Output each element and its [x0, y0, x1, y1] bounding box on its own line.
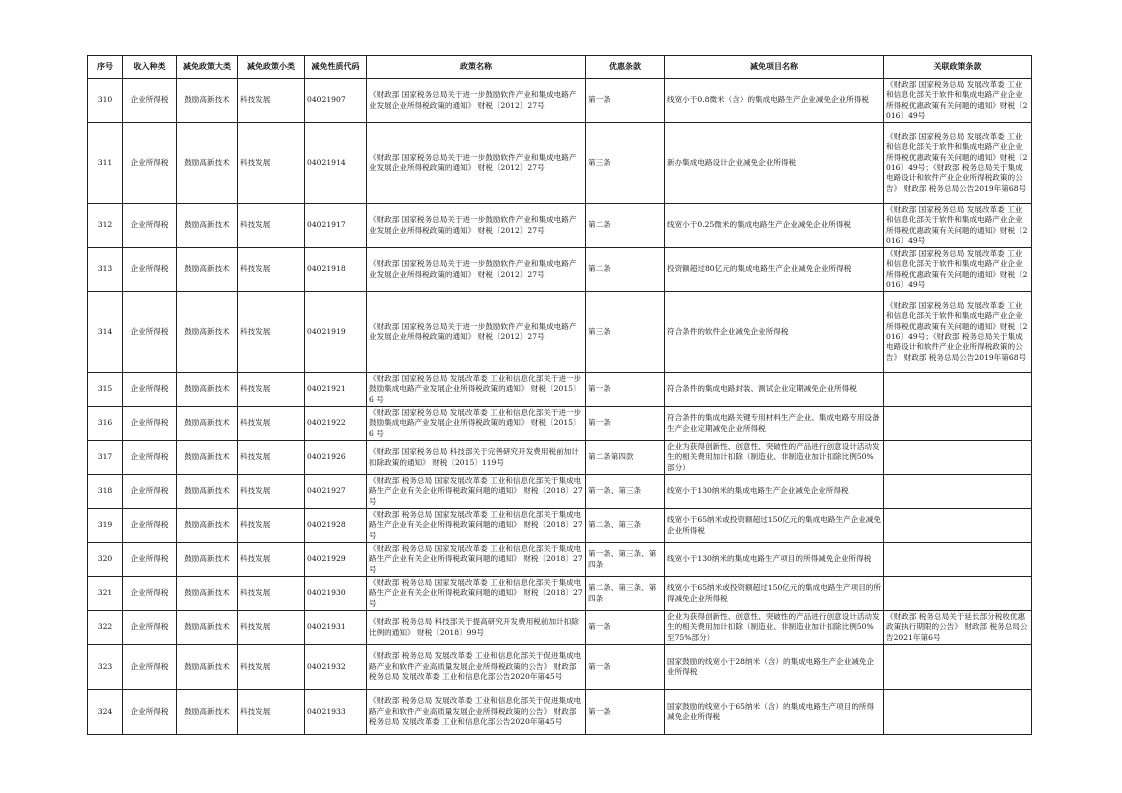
item-name-cell: 符合条件的集成电路封装、测试企业定期减免企业所得税 [665, 373, 884, 407]
header-related-policy: 关联政策条款 [884, 56, 1032, 79]
subcategory-cell: 科技发展 [238, 373, 305, 407]
category-cell: 鼓励高新技术 [177, 248, 238, 292]
row-index: 310 [88, 79, 123, 123]
clause-cell: 第二条、第三条 [586, 509, 665, 543]
row-index: 319 [88, 509, 123, 543]
row-index: 312 [88, 204, 123, 248]
item-name-cell: 线宽小于65纳米或投资额超过150亿元的集成电路生产项目的所得减免企业所得税 [665, 577, 884, 611]
row-index: 320 [88, 543, 123, 577]
code-cell: 04021930 [305, 577, 367, 611]
item-name-cell: 线宽小于0.8微米（含）的集成电路生产企业减免企业所得税 [665, 79, 884, 123]
related-policy-cell [884, 645, 1032, 690]
clause-cell: 第一条 [586, 373, 665, 407]
row-index: 314 [88, 292, 123, 373]
item-name-cell: 投资额超过80亿元的集成电路生产企业减免企业所得税 [665, 248, 884, 292]
income-type-cell: 企业所得税 [123, 123, 177, 204]
policy-name-cell: 《财政部 税务总局 发展改革委 工业和信息化部关于促进集成电路产业和软件产业高质量发展企业所得税政策的公告》 财政部 税务总局 发展改革委 工业和信息化部公告2020年第45号 [367, 690, 586, 735]
code-cell: 04021919 [305, 292, 367, 373]
income-type-cell: 企业所得税 [123, 407, 177, 441]
related-policy-cell [884, 407, 1032, 441]
item-name-cell: 线宽小于130纳米的集成电路生产项目的所得减免企业所得税 [665, 543, 884, 577]
policy-name-cell: 《财政部 税务总局 国家发展改革委 工业和信息化部关于集成电路生产企业有关企业所得税政策问题的通知》 财税〔2018〕27号 [367, 543, 586, 577]
row-index: 322 [88, 611, 123, 645]
subcategory-cell: 科技发展 [238, 123, 305, 204]
header-category: 减免政策大类 [177, 56, 238, 79]
code-cell: 04021931 [305, 611, 367, 645]
header-index: 序号 [88, 56, 123, 79]
code-cell: 04021921 [305, 373, 367, 407]
category-cell: 鼓励高新技术 [177, 123, 238, 204]
clause-cell: 第三条 [586, 123, 665, 204]
income-type-cell: 企业所得税 [123, 441, 177, 475]
subcategory-cell: 科技发展 [238, 79, 305, 123]
table-body [88, 79, 1032, 735]
item-name-cell: 企业为获得创新性、创意性、突破性的产品进行创意设计活动发生的相关费用加计扣除（制造业、非制造业加计扣除比例50%至75%部分） [665, 611, 884, 645]
table-row [88, 645, 1032, 690]
table-row [88, 611, 1032, 645]
table-row [88, 123, 1032, 204]
subcategory-cell: 科技发展 [238, 645, 305, 690]
income-type-cell: 企业所得税 [123, 292, 177, 373]
policy-name-cell: 《财政部 税务总局 国家发展改革委 工业和信息化部关于集成电路生产企业有关企业所得税政策问题的通知》 财税〔2018〕27号 [367, 475, 586, 509]
policy-name-cell: 《财政部 国家税务总局 发展改革委 工业和信息化部关于进一步鼓励集成电路产业发展企业所得税政策的通知》 财税〔2015〕6 号 [367, 407, 586, 441]
related-policy-cell [884, 690, 1032, 735]
table-row [88, 509, 1032, 543]
tax-policy-table [87, 55, 1032, 735]
code-cell: 04021929 [305, 543, 367, 577]
clause-cell: 第三条 [586, 292, 665, 373]
related-policy-cell: 《财政部 国家税务总局 发展改革委 工业和信息化部关于软件和集成电路产业企业所得税优惠政策有关问题的通知》财税〔2016〕49号 [884, 79, 1032, 123]
table-header-row [88, 56, 1032, 79]
policy-name-cell: 《财政部 国家税务总局关于进一步鼓励软件产业和集成电路产业发展企业所得税政策的通知》 财税〔2012〕27号 [367, 79, 586, 123]
category-cell: 鼓励高新技术 [177, 475, 238, 509]
clause-cell: 第二条 [586, 248, 665, 292]
income-type-cell: 企业所得税 [123, 577, 177, 611]
item-name-cell: 线宽小于130纳米的集成电路生产企业减免企业所得税 [665, 475, 884, 509]
subcategory-cell: 科技发展 [238, 292, 305, 373]
clause-cell: 第一条、第三条、第四条 [586, 543, 665, 577]
clause-cell: 第一条 [586, 79, 665, 123]
clause-cell: 第二条、第三条、第四条 [586, 577, 665, 611]
clause-cell: 第二条 [586, 204, 665, 248]
header-code: 减免性质代码 [305, 56, 367, 79]
policy-name-cell: 《财政部 国家税务总局关于进一步鼓励软件产业和集成电路产业发展企业所得税政策的通知》 财税〔2012〕27号 [367, 123, 586, 204]
related-policy-cell [884, 543, 1032, 577]
category-cell: 鼓励高新技术 [177, 292, 238, 373]
code-cell: 04021926 [305, 441, 367, 475]
policy-name-cell: 《财政部 国家税务总局 科技部关于完善研究开发费用税前加计扣除政策的通知》 财税〔2015〕119号 [367, 441, 586, 475]
subcategory-cell: 科技发展 [238, 407, 305, 441]
income-type-cell: 企业所得税 [123, 645, 177, 690]
policy-name-cell: 《财政部 税务总局 发展改革委 工业和信息化部关于促进集成电路产业和软件产业高质量发展企业所得税政策的公告》 财政部 税务总局 发展改革委 工业和信息化部公告2020年第45号 [367, 645, 586, 690]
item-name-cell: 企业为获得创新性、创意性、突破性的产品进行创意设计活动发生的相关费用加计扣除（制造业、非制造业加计扣除比例50%部分） [665, 441, 884, 475]
item-name-cell: 线宽小于65纳米或投资额超过150亿元的集成电路生产企业减免企业所得税 [665, 509, 884, 543]
code-cell: 04021928 [305, 509, 367, 543]
header-clause: 优惠条款 [586, 56, 665, 79]
table-row [88, 204, 1032, 248]
subcategory-cell: 科技发展 [238, 509, 305, 543]
related-policy-cell: 《财政部 国家税务总局 发展改革委 工业和信息化部关于软件和集成电路产业企业所得税优惠政策有关问题的通知》财税〔2016〕49号 [884, 248, 1032, 292]
clause-cell: 第一条 [586, 690, 665, 735]
header-subcategory: 减免政策小类 [238, 56, 305, 79]
header-item-name: 减免项目名称 [665, 56, 884, 79]
item-name-cell: 符合条件的软件企业减免企业所得税 [665, 292, 884, 373]
income-type-cell: 企业所得税 [123, 475, 177, 509]
clause-cell: 第一条 [586, 407, 665, 441]
row-index: 311 [88, 123, 123, 204]
income-type-cell: 企业所得税 [123, 204, 177, 248]
category-cell: 鼓励高新技术 [177, 204, 238, 248]
item-name-cell: 符合条件的集成电路关键专用材料生产企业、集成电路专用设备生产企业定期减免企业所得税 [665, 407, 884, 441]
category-cell: 鼓励高新技术 [177, 79, 238, 123]
subcategory-cell: 科技发展 [238, 204, 305, 248]
table-row [88, 441, 1032, 475]
subcategory-cell: 科技发展 [238, 690, 305, 735]
row-index: 316 [88, 407, 123, 441]
clause-cell: 第一条 [586, 645, 665, 690]
related-policy-cell: 《财政部 国家税务总局 发展改革委 工业和信息化部关于软件和集成电路产业企业所得税优惠政策有关问题的通知》财税〔2016〕49号 [884, 204, 1032, 248]
table-row [88, 475, 1032, 509]
policy-name-cell: 《财政部 税务总局 国家发展改革委 工业和信息化部关于集成电路生产企业有关企业所得税政策问题的通知》 财税〔2018〕27号 [367, 509, 586, 543]
policy-name-cell: 《财政部 国家税务总局关于进一步鼓励软件产业和集成电路产业发展企业所得税政策的通知》 财税〔2012〕27号 [367, 204, 586, 248]
policy-name-cell: 《财政部 国家税务总局关于进一步鼓励软件产业和集成电路产业发展企业所得税政策的通知》 财税〔2012〕27号 [367, 292, 586, 373]
code-cell: 04021918 [305, 248, 367, 292]
related-policy-cell: 《财政部 税务总局关于延长部分税收优惠政策执行期限的公告》 财政部 税务总局公告2021年第6号 [884, 611, 1032, 645]
code-cell: 04021907 [305, 79, 367, 123]
policy-name-cell: 《财政部 税务总局 国家发展改革委 工业和信息化部关于集成电路生产企业有关企业所得税政策问题的通知》 财税〔2018〕27号 [367, 577, 586, 611]
subcategory-cell: 科技发展 [238, 543, 305, 577]
code-cell: 04021922 [305, 407, 367, 441]
related-policy-cell [884, 441, 1032, 475]
clause-cell: 第一条 [586, 611, 665, 645]
subcategory-cell: 科技发展 [238, 611, 305, 645]
subcategory-cell: 科技发展 [238, 248, 305, 292]
code-cell: 04021917 [305, 204, 367, 248]
table-row [88, 373, 1032, 407]
header-income-type: 收入种类 [123, 56, 177, 79]
item-name-cell: 新办集成电路设计企业减免企业所得税 [665, 123, 884, 204]
clause-cell: 第一条、第三条 [586, 475, 665, 509]
item-name-cell: 线宽小于0.25微米的集成电路生产企业减免企业所得税 [665, 204, 884, 248]
related-policy-cell [884, 577, 1032, 611]
row-index: 317 [88, 441, 123, 475]
table-row [88, 292, 1032, 373]
table-row [88, 690, 1032, 735]
policy-name-cell: 《财政部 税务总局 科技部关于提高研究开发费用税前加计扣除比例的通知》 财税〔2018〕99号 [367, 611, 586, 645]
related-policy-cell [884, 373, 1032, 407]
category-cell: 鼓励高新技术 [177, 373, 238, 407]
related-policy-cell: 《财政部 国家税务总局 发展改革委 工业和信息化部关于软件和集成电路产业企业所得税优惠政策有关问题的通知》财税〔2016〕49号；《财政部 税务总局关于集成电路设计和软件产业企业所得税政策的公告》 财政部 税务总局公告2019年第68号 [884, 123, 1032, 204]
row-index: 323 [88, 645, 123, 690]
row-index: 318 [88, 475, 123, 509]
income-type-cell: 企业所得税 [123, 690, 177, 735]
table-row [88, 407, 1032, 441]
income-type-cell: 企业所得税 [123, 79, 177, 123]
category-cell: 鼓励高新技术 [177, 645, 238, 690]
category-cell: 鼓励高新技术 [177, 611, 238, 645]
item-name-cell: 国家鼓励的线宽小于28纳米（含）的集成电路生产企业减免企业所得税 [665, 645, 884, 690]
category-cell: 鼓励高新技术 [177, 577, 238, 611]
policy-name-cell: 《财政部 国家税务总局关于进一步鼓励软件产业和集成电路产业发展企业所得税政策的通知》 财税〔2012〕27号 [367, 248, 586, 292]
row-index: 321 [88, 577, 123, 611]
subcategory-cell: 科技发展 [238, 441, 305, 475]
clause-cell: 第二条第四款 [586, 441, 665, 475]
table-row [88, 543, 1032, 577]
related-policy-cell [884, 475, 1032, 509]
code-cell: 04021914 [305, 123, 367, 204]
category-cell: 鼓励高新技术 [177, 543, 238, 577]
income-type-cell: 企业所得税 [123, 373, 177, 407]
item-name-cell: 国家鼓励的线宽小于65纳米（含）的集成电路生产项目的所得减免企业所得税 [665, 690, 884, 735]
table-row [88, 248, 1032, 292]
income-type-cell: 企业所得税 [123, 509, 177, 543]
related-policy-cell [884, 509, 1032, 543]
category-cell: 鼓励高新技术 [177, 509, 238, 543]
code-cell: 04021927 [305, 475, 367, 509]
category-cell: 鼓励高新技术 [177, 441, 238, 475]
row-index: 324 [88, 690, 123, 735]
row-index: 313 [88, 248, 123, 292]
category-cell: 鼓励高新技术 [177, 690, 238, 735]
table-row [88, 577, 1032, 611]
category-cell: 鼓励高新技术 [177, 407, 238, 441]
table-row [88, 79, 1032, 123]
header-policy-name: 政策名称 [367, 56, 586, 79]
subcategory-cell: 科技发展 [238, 577, 305, 611]
income-type-cell: 企业所得税 [123, 543, 177, 577]
income-type-cell: 企业所得税 [123, 611, 177, 645]
related-policy-cell: 《财政部 国家税务总局 发展改革委 工业和信息化部关于软件和集成电路产业企业所得税优惠政策有关问题的通知》财税〔2016〕49号；《财政部 税务总局关于集成电路设计和软件产业企业所得税政策的公告》 财政部 税务总局公告2019年第68号 [884, 292, 1032, 373]
subcategory-cell: 科技发展 [238, 475, 305, 509]
income-type-cell: 企业所得税 [123, 248, 177, 292]
policy-name-cell: 《财政部 国家税务总局 发展改革委 工业和信息化部关于进一步鼓励集成电路产业发展企业所得税政策的通知》 财税〔2015〕6 号 [367, 373, 586, 407]
row-index: 315 [88, 373, 123, 407]
policy-table-sheet [87, 55, 1031, 735]
code-cell: 04021933 [305, 690, 367, 735]
code-cell: 04021932 [305, 645, 367, 690]
